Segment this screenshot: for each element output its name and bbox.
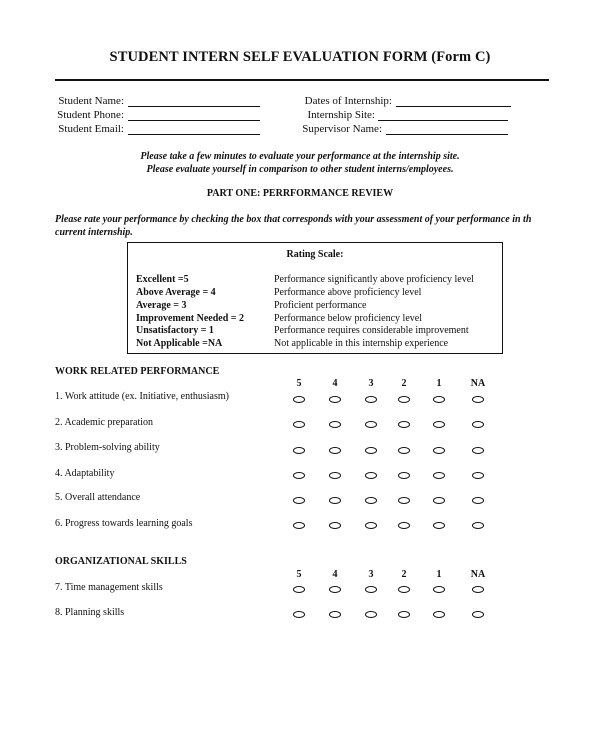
rating-option-radio[interactable] [433, 421, 445, 428]
rating-option-radio[interactable] [398, 586, 410, 593]
rating-option-radio[interactable] [472, 586, 484, 593]
rating-option-radio[interactable] [472, 472, 484, 479]
rating-option-radio[interactable] [472, 396, 484, 403]
rating-option-radio[interactable] [398, 447, 410, 454]
rating-option-radio[interactable] [329, 522, 341, 529]
rating-option-radio[interactable] [329, 396, 341, 403]
rating-option-radio[interactable] [293, 447, 305, 454]
rating-description: Performance requires considerable improvement [274, 325, 469, 336]
rating-option-radio[interactable] [293, 396, 305, 403]
rating-description: Performance significantly above proficiency level [274, 274, 474, 285]
organizational-skills-heading: ORGANIZATIONAL SKILLS [55, 556, 187, 567]
rating-description: Not applicable in this internship experience [274, 338, 449, 349]
supervisor-name-field[interactable] [386, 134, 508, 135]
scale-header: 5 [296, 569, 302, 580]
rating-option-radio[interactable] [329, 472, 341, 479]
part-one-heading: PART ONE: PERRFORMANCE REVIEW [206, 188, 394, 199]
rating-option-radio[interactable] [398, 396, 410, 403]
rating-option-radio[interactable] [329, 586, 341, 593]
rating-label: Improvement Needed = 2 [136, 313, 244, 324]
rating-option-radio[interactable] [329, 447, 341, 454]
student-email-field[interactable] [128, 134, 260, 135]
rating-option-radio[interactable] [433, 611, 445, 618]
rating-scale-title: Rating Scale: [286, 249, 344, 260]
scale-header: 5 [296, 378, 302, 389]
rating-option-radio[interactable] [365, 396, 377, 403]
student-name-field[interactable] [128, 106, 260, 107]
scale-header: 1 [436, 378, 442, 389]
title-divider [55, 79, 549, 81]
rating-option-radio[interactable] [398, 497, 410, 504]
rating-label: Excellent =5 [136, 274, 189, 285]
scale-header: NA [470, 378, 486, 389]
rating-option-radio[interactable] [365, 497, 377, 504]
rating-option-radio[interactable] [472, 522, 484, 529]
rating-option-radio[interactable] [365, 472, 377, 479]
rating-option-radio[interactable] [433, 586, 445, 593]
rating-option-radio[interactable] [365, 522, 377, 529]
item-adaptability: 4. Adaptability [55, 468, 115, 479]
rating-option-radio[interactable] [293, 421, 305, 428]
student-email-label: Student Email: [58, 123, 124, 135]
scale-header: 3 [368, 378, 374, 389]
rating-option-radio[interactable] [472, 611, 484, 618]
internship-site-label: Internship Site: [307, 109, 375, 121]
rating-option-radio[interactable] [293, 497, 305, 504]
rating-option-radio[interactable] [433, 522, 445, 529]
rating-label: Unsatisfactory = 1 [136, 325, 214, 336]
item-time-management: 7. Time management skills [55, 582, 163, 593]
internship-dates-field[interactable] [396, 106, 511, 107]
rating-option-radio[interactable] [293, 611, 305, 618]
intro-line-2: Please evaluate yourself in comparison to other student interns/employees. [146, 164, 454, 175]
rating-option-radio[interactable] [293, 522, 305, 529]
scale-header: 4 [332, 378, 338, 389]
rating-option-radio[interactable] [365, 586, 377, 593]
rating-option-radio[interactable] [293, 472, 305, 479]
rating-option-radio[interactable] [365, 611, 377, 618]
scale-header: NA [470, 569, 486, 580]
student-name-label: Student Name: [58, 95, 124, 107]
rating-description: Performance above proficiency level [274, 287, 422, 298]
intro-line-1: Please take a few minutes to evaluate your performance at the internship site. [140, 151, 460, 162]
rating-label: Above Average = 4 [136, 287, 216, 298]
scale-header: 1 [436, 569, 442, 580]
rating-description: Proficient performance [274, 300, 367, 311]
rating-option-radio[interactable] [398, 522, 410, 529]
rating-option-radio[interactable] [398, 421, 410, 428]
item-academic-preparation: 2. Academic preparation [55, 417, 154, 428]
rating-option-radio[interactable] [365, 447, 377, 454]
item-overall-attendance: 5. Overall attendance [55, 492, 141, 503]
student-phone-label: Student Phone: [57, 109, 124, 121]
rating-label: Not Applicable =NA [136, 338, 223, 349]
rating-option-radio[interactable] [398, 472, 410, 479]
rating-option-radio[interactable] [472, 421, 484, 428]
rating-option-radio[interactable] [433, 447, 445, 454]
internship-site-field[interactable] [378, 120, 508, 121]
item-work-attitude: 1. Work attitude (ex. Initiative, enthusiasm) [55, 391, 229, 402]
supervisor-name-label: Supervisor Name: [302, 123, 382, 135]
rating-instruction-line-1: Please rate your performance by checking the box that corresponds with your assessment of your performance in th [55, 214, 532, 225]
rating-option-radio[interactable] [329, 497, 341, 504]
rating-option-radio[interactable] [472, 447, 484, 454]
rating-option-radio[interactable] [365, 421, 377, 428]
rating-option-radio[interactable] [329, 611, 341, 618]
rating-scale-box [127, 242, 503, 354]
scale-header: 4 [332, 569, 338, 580]
student-phone-field[interactable] [128, 120, 260, 121]
internship-dates-label: Dates of Internship: [304, 95, 392, 107]
rating-option-radio[interactable] [293, 586, 305, 593]
rating-description: Performance below proficiency level [274, 313, 422, 324]
scale-header: 2 [401, 378, 407, 389]
item-learning-goals: 6. Progress towards learning goals [55, 518, 193, 529]
rating-option-radio[interactable] [433, 497, 445, 504]
rating-instruction-line-2: current internship. [55, 227, 133, 238]
rating-option-radio[interactable] [398, 611, 410, 618]
item-planning-skills: 8. Planning skills [55, 607, 125, 618]
rating-option-radio[interactable] [433, 472, 445, 479]
rating-option-radio[interactable] [472, 497, 484, 504]
rating-option-radio[interactable] [329, 421, 341, 428]
work-performance-heading: WORK RELATED PERFORMANCE [55, 366, 220, 377]
form-title: STUDENT INTERN SELF EVALUATION FORM (Form C) [109, 49, 491, 65]
scale-header: 2 [401, 569, 407, 580]
scale-header: 3 [368, 569, 374, 580]
rating-label: Average = 3 [136, 300, 187, 311]
item-problem-solving: 3. Problem-solving ability [55, 442, 160, 453]
rating-option-radio[interactable] [433, 396, 445, 403]
